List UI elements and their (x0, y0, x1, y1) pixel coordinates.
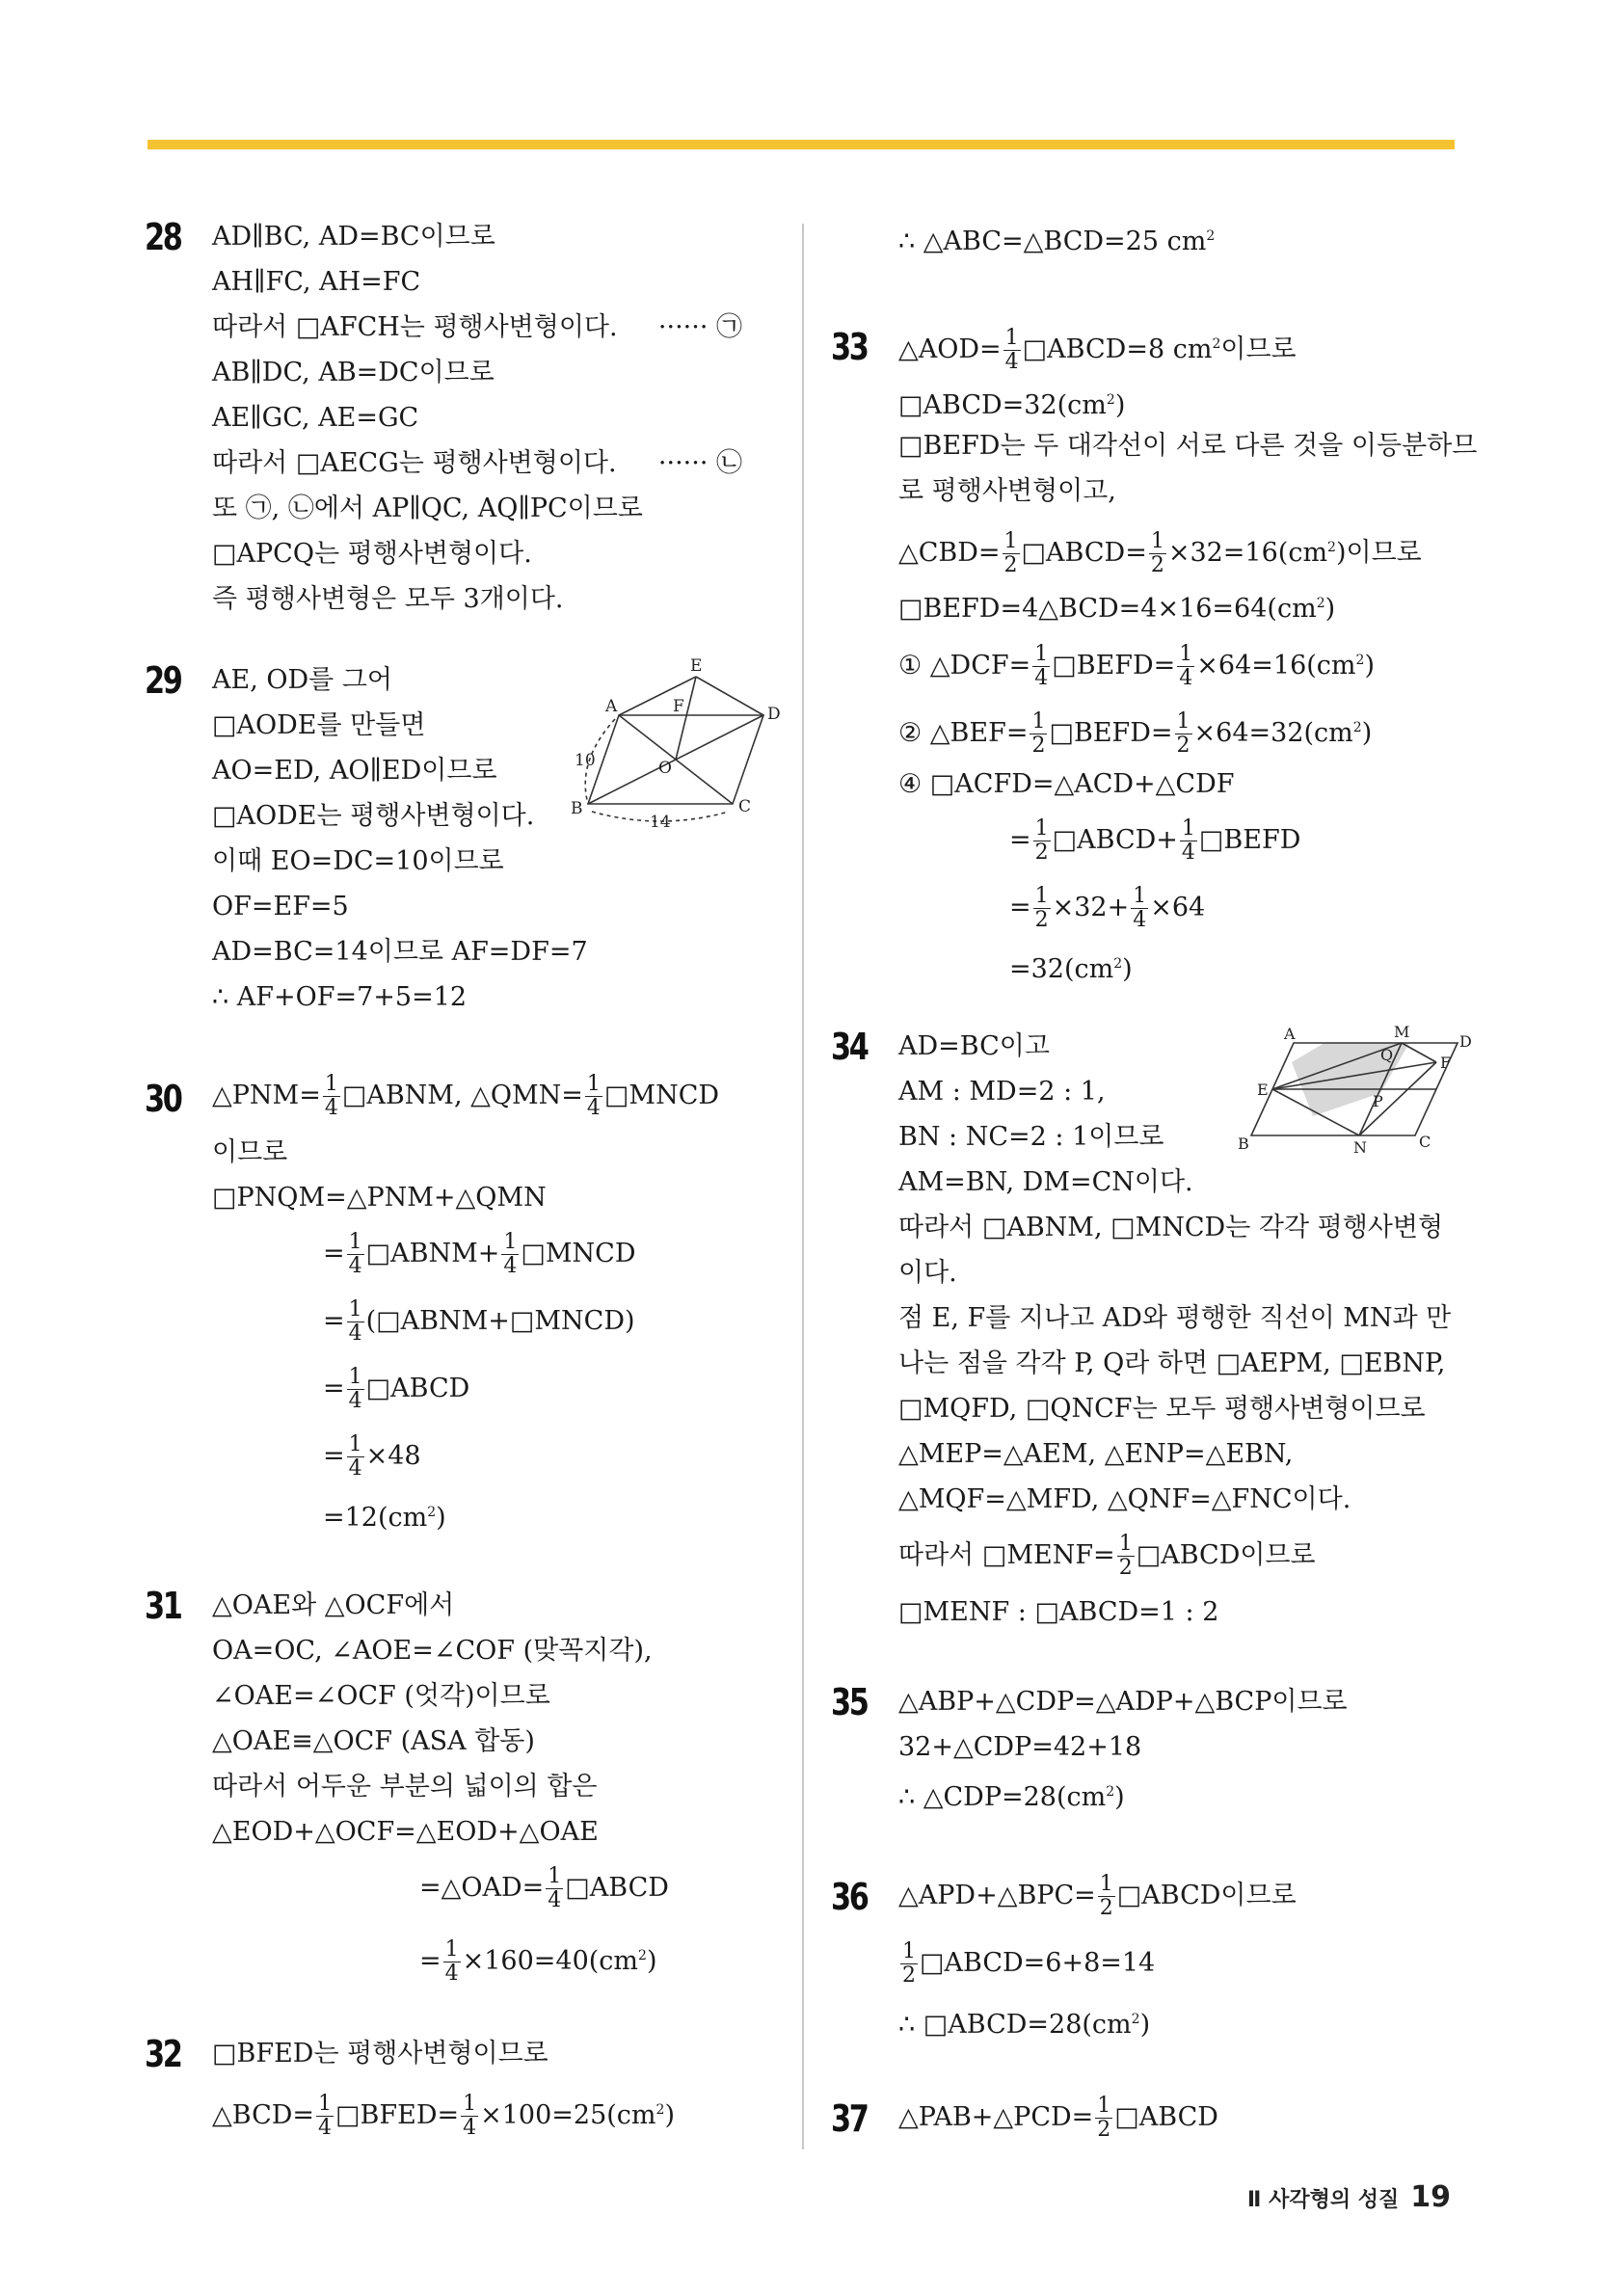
fraction (585, 1073, 602, 1120)
line-text: ×32+ (1052, 893, 1130, 922)
text-line: △OAE≡△OCF (ASA 합동) (212, 1726, 535, 1756)
line-text: ② △BEF= (898, 718, 1029, 748)
fraction (1177, 643, 1194, 690)
line-text: □ABCD (1114, 2102, 1218, 2132)
text-line: 점 E, F를 지나고 AD와 평행한 직선이 MN과 만 (898, 1303, 1452, 1333)
vertex-A-label: A (1284, 1025, 1296, 1043)
text-line: 즉 평행사변형은 모두 3개이다. (212, 584, 564, 614)
left-column (145, 214, 781, 2144)
denominator: 4 (1133, 908, 1147, 932)
text-line: □MENF : □ABCD=1 : 2 (898, 1597, 1219, 1627)
fraction (1095, 2095, 1112, 2142)
superscript: 2 (1106, 1784, 1115, 1800)
fraction (347, 1433, 364, 1481)
fraction (347, 1298, 364, 1346)
line-text: ) (1114, 1782, 1125, 1812)
line-text: ) (664, 2100, 675, 2130)
text-line (898, 581, 1467, 627)
denominator: 4 (1034, 666, 1049, 690)
text-line: 따라서 □ABNM, □MNCD는 각각 평행사변형 (898, 1213, 1444, 1242)
numerator: 1 (1003, 529, 1018, 553)
numerator: 1 (1004, 326, 1019, 350)
text-line: AD∥BC, AD=BC이므로 (212, 222, 495, 252)
denominator: 4 (318, 2116, 333, 2140)
line-text: =12(cm (323, 1503, 428, 1533)
line-text: = (323, 1306, 345, 1336)
fraction (316, 2093, 334, 2140)
text-line (212, 441, 781, 486)
text-line: △EOD+△OCF=△EOD+△OAE (212, 1817, 599, 1847)
text-line: AM : MD=2 : 1, (898, 1077, 1106, 1107)
problem-32-continued (831, 214, 1467, 310)
vertex-C-label: C (738, 797, 752, 816)
fraction (1175, 710, 1192, 758)
line-text: □ABCD=32(cm (898, 390, 1107, 420)
numerator: 1 (348, 1297, 362, 1322)
superscript: 2 (1316, 596, 1325, 611)
numerator: 1 (463, 2092, 477, 2116)
column-divider (802, 224, 804, 2149)
fraction (1131, 885, 1148, 932)
numerator: 1 (1150, 529, 1164, 553)
denominator: 2 (1118, 1556, 1133, 1580)
numerator: 1 (1181, 816, 1195, 841)
text-line (898, 874, 1467, 942)
problem-34 (831, 1023, 1472, 1679)
vertex-Q-label: Q (1380, 1046, 1394, 1064)
denominator: 4 (1004, 350, 1019, 374)
denominator: 4 (324, 1096, 338, 1120)
vertex-E-label: E (690, 656, 703, 676)
text-line: ④ □ACFD=△ACD+△CDF (898, 769, 1235, 799)
vertex-P-label: P (1373, 1092, 1383, 1110)
problem-number: 31 (145, 1585, 181, 1627)
text-line: 이때 EO=DC=10이므로 (212, 846, 504, 876)
line-text: □ABCD이므로 (1116, 1881, 1297, 1910)
text-line (212, 1490, 781, 1535)
denominator: 2 (1097, 2118, 1111, 2142)
fraction (501, 1231, 519, 1278)
fraction (1117, 1533, 1135, 1580)
text-line: OF=EF=5 (212, 892, 349, 921)
denominator: 4 (586, 1096, 601, 1120)
text-line: △OAE와 △OCF에서 (212, 1590, 455, 1620)
line-text: □ABCD=6+8=14 (920, 1948, 1156, 1978)
text-line: AM=BN, DM=CN이다. (898, 1167, 1193, 1197)
text-line (898, 1770, 1467, 1815)
vertex-D-label: D (767, 705, 781, 724)
superscript: 2 (655, 2102, 665, 2118)
line-text: ) (436, 1503, 446, 1533)
text-line (898, 214, 1467, 259)
vertex-O-label: O (658, 759, 672, 778)
vertex-F-label: F (1440, 1054, 1452, 1072)
text-line (898, 1862, 1467, 1930)
vertex-C-label: C (1419, 1133, 1431, 1151)
line-text: ∴ △CDP=28(cm (898, 1782, 1107, 1812)
denominator: 4 (1179, 666, 1193, 690)
problem-29 (145, 657, 781, 1062)
text-line (898, 1997, 1467, 2042)
text-line: □PNQM=△PNM+△QMN (212, 1183, 547, 1213)
text-line (898, 942, 1467, 987)
fraction (1003, 327, 1021, 374)
vertex-B-label: B (1238, 1135, 1249, 1153)
line-text: △BCD= (212, 2100, 315, 2130)
fraction (461, 2093, 478, 2140)
superscript: 2 (1352, 720, 1362, 735)
page-footer (1247, 2180, 1451, 2214)
line-text: ∴ □ABCD=28(cm (898, 2010, 1132, 2040)
problem-number: 30 (145, 1078, 181, 1120)
superscript: 2 (1206, 228, 1216, 244)
superscript: 2 (1212, 336, 1221, 352)
numerator: 1 (1034, 642, 1049, 666)
line-text: =△OAD= (419, 1873, 545, 1903)
text-line: □BEFD는 두 대각선이 서로 다른 것을 이등분하므 (898, 431, 1478, 461)
side-AB-label: 10 (575, 751, 596, 770)
text-line (212, 1062, 781, 1130)
line-text: △PNM= (212, 1081, 321, 1110)
line-text: □BEFD= (1049, 718, 1173, 748)
numerator: 1 (586, 1072, 601, 1096)
superscript: 2 (1106, 392, 1115, 408)
numerator: 1 (318, 2092, 333, 2116)
numerator: 1 (1133, 884, 1147, 908)
line-text: ×100=25(cm (480, 2100, 656, 2130)
line-text: (□ABNM+□MNCD) (365, 1306, 635, 1336)
line-text: ∴ △ABC=△BCD=25 cm (898, 227, 1207, 256)
line-text: □ABCD=8 cm (1022, 334, 1213, 364)
line-text: ) (1324, 594, 1336, 624)
line-text: ) (1122, 954, 1133, 984)
text-line (212, 2076, 781, 2144)
denominator: 2 (1034, 908, 1049, 932)
fraction (323, 1073, 340, 1120)
problem-number: 29 (145, 659, 181, 702)
superscript: 2 (1327, 540, 1336, 555)
vertex-B-label: B (571, 799, 583, 818)
line-text: 따라서 □MENF= (898, 1540, 1115, 1570)
denominator: 2 (1034, 841, 1049, 865)
chapter-title: Ⅱ 사각형의 성질 (1246, 2188, 1400, 2212)
line-text: △CBD= (898, 538, 1001, 568)
problem-number: 37 (831, 2097, 868, 2140)
denominator: 2 (1003, 553, 1018, 577)
text-line (898, 1522, 1467, 1589)
text-line (212, 1355, 781, 1423)
line-text: ) (1361, 718, 1373, 748)
text-line (898, 1930, 1467, 1997)
fraction (1032, 643, 1050, 690)
page-number: 19 (1410, 2180, 1451, 2214)
numerator: 1 (1034, 884, 1049, 908)
side-BC-label: 14 (650, 813, 671, 832)
numerator: 1 (444, 1937, 459, 1962)
line-text: ) (1114, 390, 1126, 420)
text-line (212, 1423, 781, 1490)
denominator: 4 (548, 1888, 562, 1912)
superscript: 2 (1355, 653, 1365, 668)
text-line: △MEP=△AEM, △ENP=△EBN, (898, 1439, 1294, 1469)
line-text: □ABCD (365, 1374, 470, 1403)
superscript: 2 (638, 1948, 647, 1963)
denominator: 4 (348, 1254, 362, 1278)
line-text: □ABCD이므로 (1136, 1540, 1316, 1570)
text-line: 이다. (898, 1258, 957, 1288)
fraction (546, 1865, 563, 1912)
line-text: ×160=40(cm (462, 1946, 639, 1976)
line-text: □BEFD= (1052, 651, 1176, 681)
denominator: 4 (348, 1456, 362, 1481)
reference-mark: ······ ㉡ (657, 448, 742, 478)
text-line: 이므로 (212, 1137, 288, 1167)
line-text: ① △DCF= (898, 651, 1031, 681)
line-text: ×48 (365, 1441, 421, 1471)
text-line: 로 평행사변형이고, (898, 476, 1116, 506)
superscript: 2 (427, 1505, 437, 1520)
denominator: 2 (1176, 734, 1190, 758)
text-line: △MQF=△MFD, △QNF=△FNC이다. (898, 1484, 1351, 1514)
text-line (212, 1220, 781, 1288)
problem-32 (145, 2031, 781, 2144)
text-line: AB∥DC, AB=DC이므로 (212, 358, 495, 387)
top-accent-bar (147, 140, 1455, 149)
numerator: 1 (348, 1230, 362, 1254)
text-line: AD=BC이고 (898, 1031, 1050, 1061)
line-text: ×64=16(cm (1196, 651, 1356, 681)
numerator: 1 (1097, 2094, 1111, 2118)
denominator: 2 (902, 1963, 916, 1988)
fraction (1033, 885, 1051, 932)
text-line: OA=OC, ∠AOE=∠COF (맞꼭지각), (212, 1636, 653, 1666)
text-line: □APCQ는 평행사변형이다. (212, 539, 532, 569)
fraction (347, 1231, 364, 1278)
line-text: 따라서 □AFCH는 평행사변형이다. (212, 312, 618, 342)
fraction (347, 1366, 364, 1413)
text-line (898, 310, 1467, 378)
numerator: 1 (1118, 1532, 1133, 1556)
text-line: 32+△CDP=42+18 (898, 1732, 1142, 1762)
line-text: 따라서 □AECG는 평행사변형이다. (212, 448, 617, 478)
text-line (212, 1855, 781, 1922)
line-text: □BEFD (1198, 825, 1301, 855)
fraction (1033, 817, 1051, 865)
right-column (831, 214, 1478, 2151)
line-text: )이므로 (1335, 538, 1422, 568)
problem-number: 33 (831, 326, 868, 368)
text-line: AO=ED, AO∥ED이므로 (212, 756, 497, 786)
text-line: □MQFD, □QNCF는 모두 평행사변형이므로 (898, 1394, 1426, 1424)
numerator: 1 (348, 1432, 362, 1456)
fraction (1098, 1873, 1115, 1920)
vertex-M-label: M (1394, 1023, 1410, 1041)
line-text: ×64=32(cm (1193, 718, 1353, 748)
text-line: AH∥FC, AH=FC (212, 267, 421, 297)
problem-number: 36 (831, 1876, 868, 1918)
numerator: 1 (1176, 709, 1190, 734)
line-text: ) (646, 1946, 657, 1976)
denominator: 4 (503, 1254, 518, 1278)
vertex-F-label: F (673, 697, 684, 716)
problem-number: 28 (145, 216, 181, 258)
numerator: 1 (902, 1939, 916, 1963)
line-text: ×64 (1150, 893, 1206, 922)
line-text: □MNCD (521, 1239, 636, 1268)
line-text: = (323, 1239, 345, 1268)
fraction (900, 1940, 918, 1988)
line-text: △APD+△BPC= (898, 1881, 1096, 1910)
line-text: □MNCD (603, 1081, 720, 1110)
fraction (1003, 530, 1020, 577)
text-line: □AODE를 만들면 (212, 710, 426, 740)
text-line (212, 1922, 781, 1989)
problem-31 (145, 1583, 781, 2031)
problem-36 (831, 1862, 1467, 2084)
denominator: 2 (1031, 734, 1046, 758)
fraction (443, 1938, 461, 1986)
text-line: 따라서 어두운 부분의 넓이의 합은 (212, 1772, 598, 1802)
numerator: 1 (1099, 1872, 1113, 1896)
denominator: 4 (348, 1389, 362, 1413)
vertex-N-label: N (1353, 1138, 1367, 1157)
text-line: ∴ AF+OF=7+5=12 (212, 982, 468, 1012)
denominator: 4 (348, 1322, 362, 1346)
fraction (1149, 530, 1166, 577)
line-text: ) (1364, 651, 1375, 681)
numerator: 1 (1179, 642, 1193, 666)
line-text: □ABCD (565, 1873, 669, 1903)
text-line (212, 1288, 781, 1355)
numerator: 1 (1034, 816, 1049, 841)
denominator: 4 (1181, 841, 1195, 865)
line-text: = (1009, 825, 1031, 855)
text-line (212, 305, 781, 350)
denominator: 2 (1150, 553, 1164, 577)
text-line: AE∥GC, AE=GC (212, 403, 419, 433)
text-line (898, 807, 1467, 874)
line-text: □ABNM+ (365, 1239, 500, 1268)
problem-number: 34 (831, 1026, 868, 1068)
text-line (898, 514, 1467, 581)
line-text: = (1009, 893, 1031, 922)
parallelogram-figure-34 (1236, 1023, 1472, 1159)
line-text: = (323, 1441, 345, 1471)
denominator: 4 (463, 2116, 477, 2140)
line-text: = (323, 1374, 345, 1403)
line-text: △PAB+△PCD= (898, 2102, 1094, 2132)
problem-number: 32 (145, 2033, 181, 2075)
line-text: = (419, 1946, 441, 1976)
text-line: △ABP+△CDP=△ADP+△BCP이므로 (898, 1687, 1348, 1717)
numerator: 1 (1031, 709, 1046, 734)
numerator: 1 (324, 1072, 338, 1096)
line-text: □ABCD= (1021, 538, 1147, 568)
vertex-D-label: D (1459, 1032, 1472, 1051)
line-text: ) (1139, 2010, 1151, 2040)
denominator: 2 (1099, 1896, 1113, 1920)
fraction (1180, 817, 1197, 865)
text-line (898, 627, 1467, 694)
line-text: ×32=16(cm (1167, 538, 1328, 568)
denominator: 4 (444, 1962, 459, 1986)
line-text: 이므로 (1220, 334, 1297, 364)
problem-number: 35 (831, 1681, 868, 1723)
problem-35 (831, 1679, 1467, 1862)
parallelogram-figure-29 (559, 657, 790, 831)
problem-30 (145, 1062, 781, 1583)
vertex-A-label: A (605, 697, 618, 716)
vertex-E-label: E (1257, 1081, 1269, 1099)
numerator: 1 (348, 1365, 362, 1389)
text-line (898, 378, 1467, 423)
problem-33 (831, 310, 1478, 1024)
numerator: 1 (503, 1230, 518, 1254)
text-line: AD=BC=14이므로 AF=DF=7 (212, 937, 588, 967)
fraction (1030, 710, 1047, 758)
line-text: □BFED= (335, 2100, 460, 2130)
text-line (898, 2084, 1467, 2151)
superscript: 2 (1113, 956, 1123, 972)
line-text: △AOD= (898, 334, 1002, 364)
reference-mark: ······ ㉠ (657, 312, 742, 342)
line-text: □ABCD+ (1052, 825, 1178, 855)
line-text: □BEFD=4△BCD=4×16=64(cm (898, 594, 1317, 624)
text-line: 또 ㉠, ㉡에서 AP∥QC, AQ∥PC이므로 (212, 494, 643, 523)
numerator: 1 (548, 1864, 562, 1888)
line-text: =32(cm (1009, 954, 1114, 984)
text-line: □BFED는 평행사변형이므로 (212, 2039, 548, 2069)
problem-37 (831, 2084, 1467, 2151)
text-line: 나는 점을 각각 P, Q라 하면 □AEPM, □EBNP, (898, 1348, 1446, 1378)
problem-28 (145, 214, 781, 657)
superscript: 2 (1131, 2012, 1140, 2027)
text-line: □AODE는 평행사변형이다. (212, 801, 535, 831)
text-line (898, 694, 1467, 761)
line-text: □ABNM, △QMN= (341, 1081, 583, 1110)
text-line: AE, OD를 그어 (212, 665, 392, 695)
text-line: BN : NC=2 : 1이므로 (898, 1122, 1164, 1152)
text-line: ∠OAE=∠OCF (엇각)이므로 (212, 1681, 550, 1711)
